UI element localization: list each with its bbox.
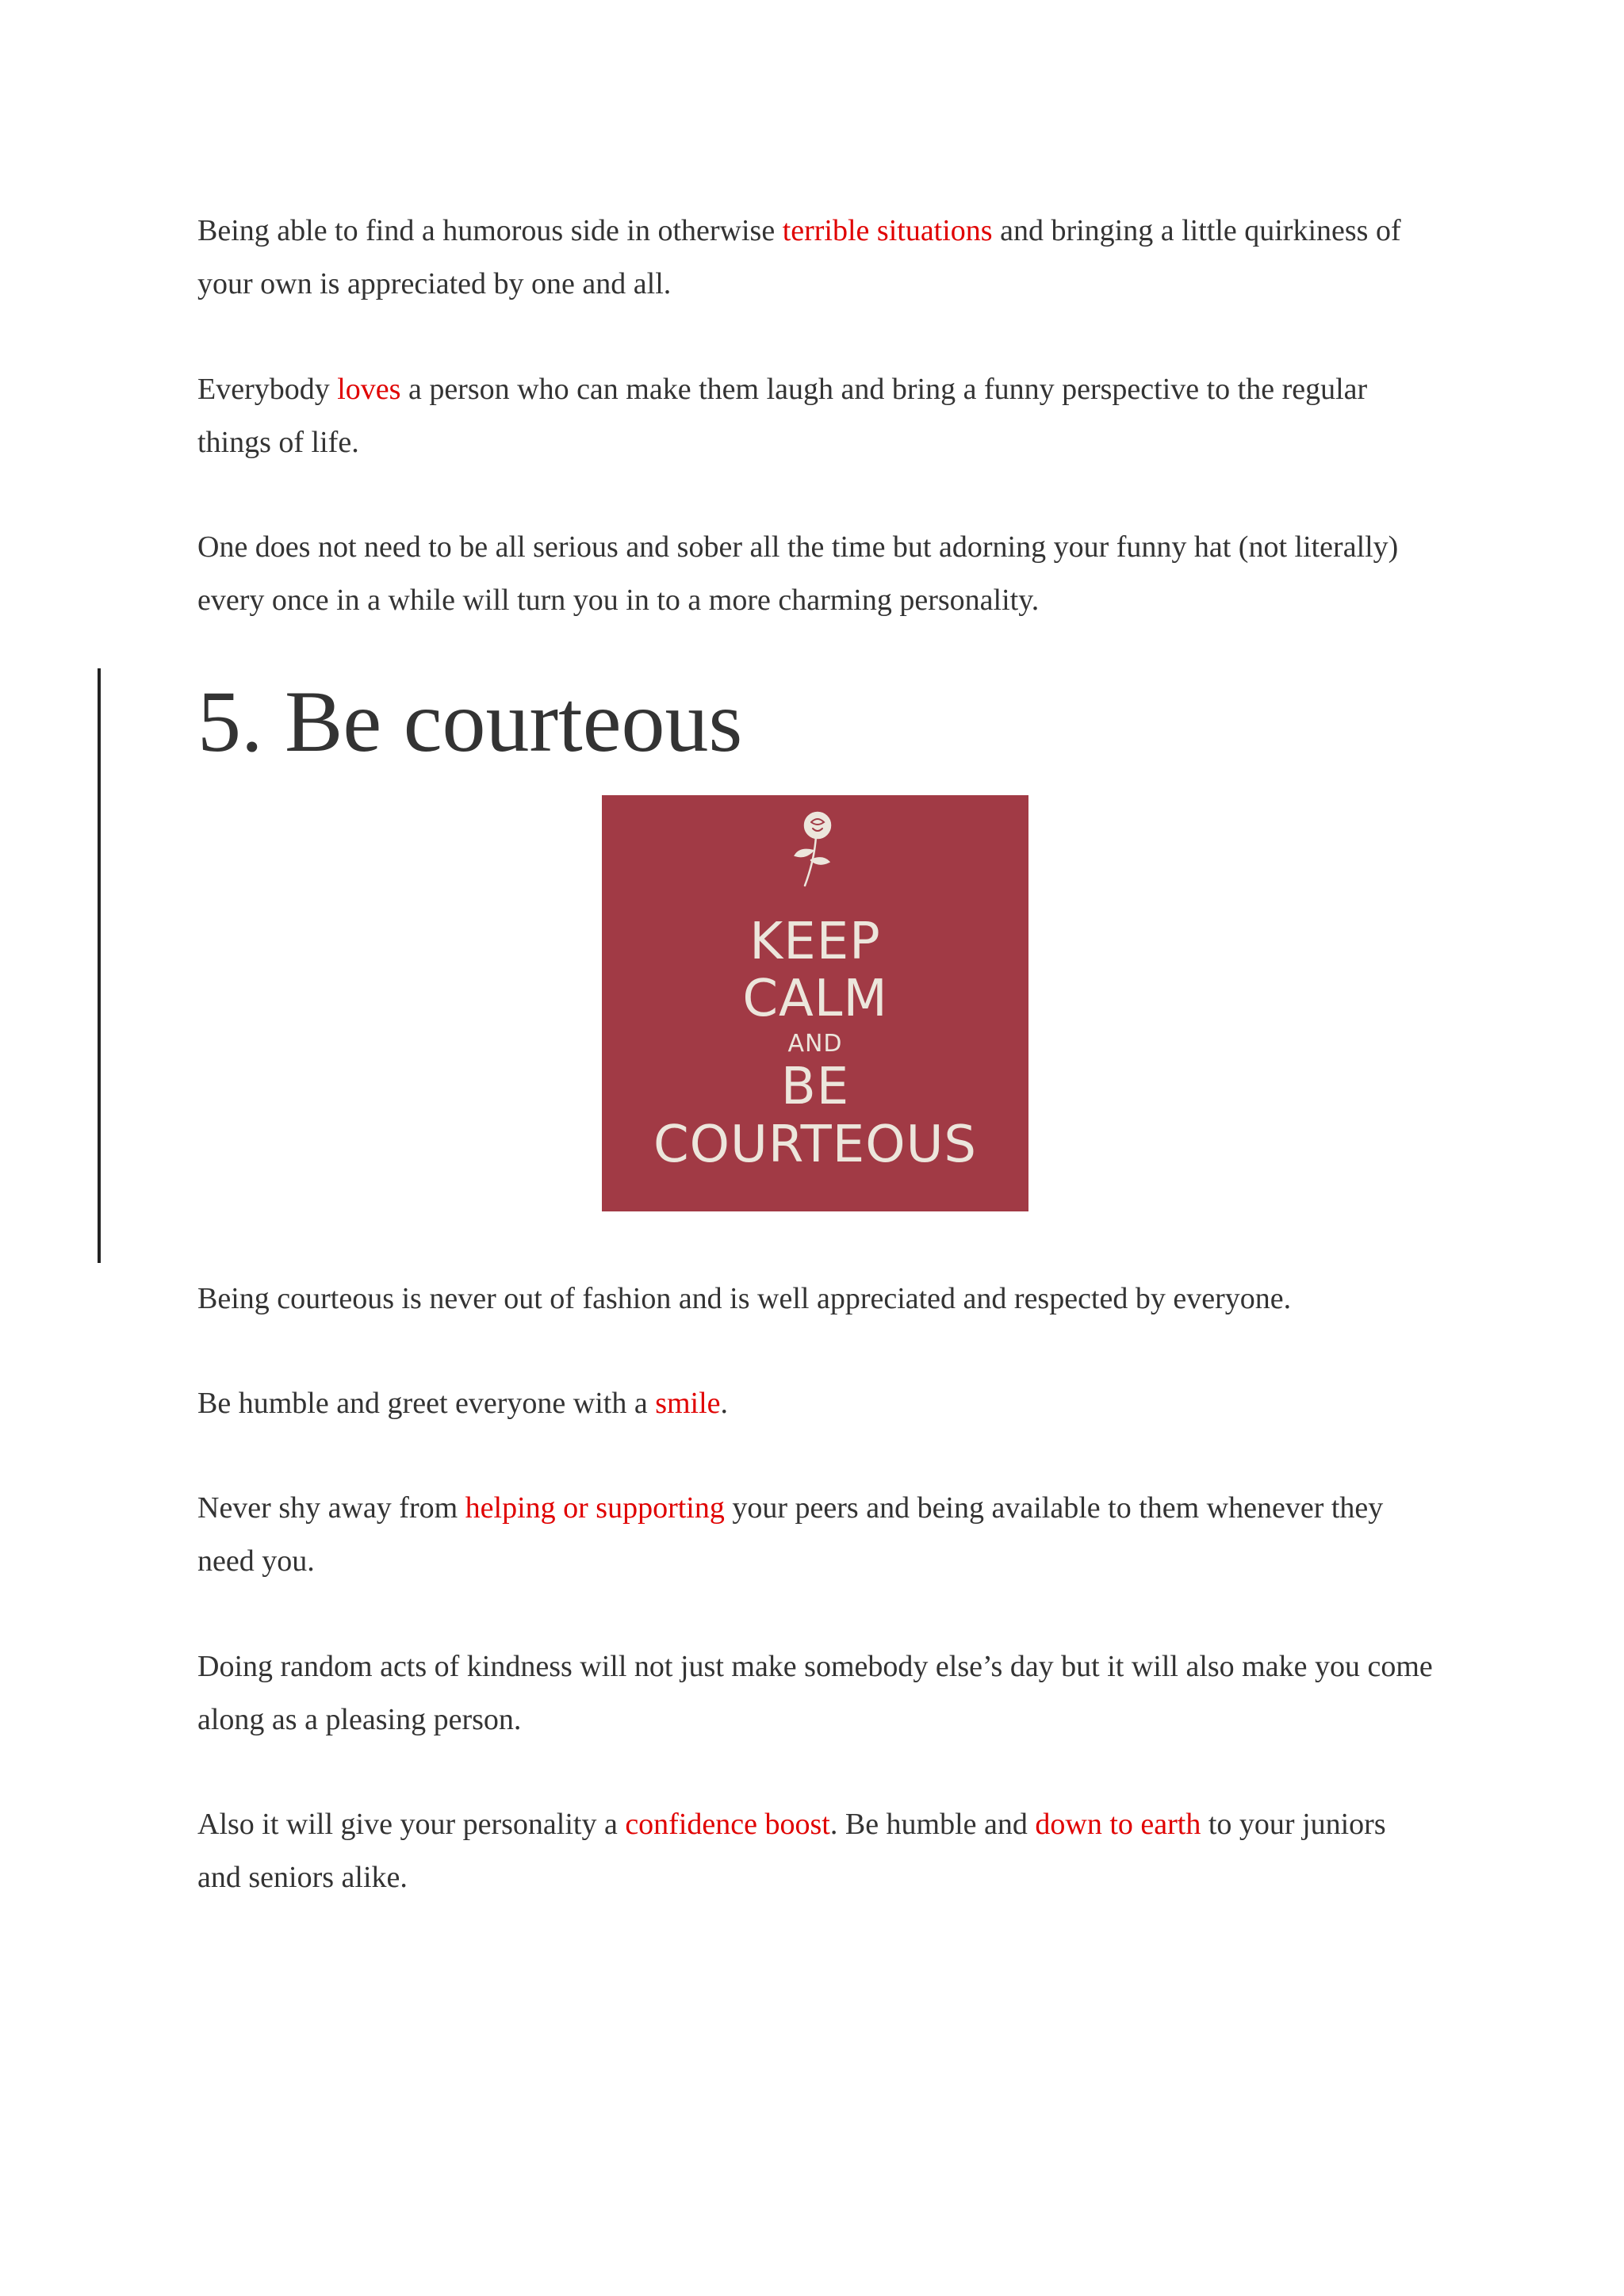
paragraph-text: your peers and being available to them whenever they need you. <box>197 1491 1384 1578</box>
paragraph-text: a person who can make them laugh and bring a funny perspective to the regular things of life. <box>197 373 1368 459</box>
paragraph-courteous <box>197 1272 1434 1326</box>
paragraph-helping <box>197 1482 1434 1588</box>
link-smile[interactable]: smile <box>655 1387 721 1420</box>
paragraph-text: . Be humble and <box>829 1808 1036 1841</box>
paragraph-text: Everybody <box>197 373 338 406</box>
link-down-to-earth[interactable]: down to earth <box>1035 1808 1201 1841</box>
paragraph-text: Being courteous is never out of fashion and is well appreciated and respected by everyone. <box>197 1282 1292 1315</box>
link-helping-or-supporting[interactable]: helping or supporting <box>465 1491 725 1525</box>
link-confidence-boost[interactable]: confidence boost <box>625 1808 830 1841</box>
poster-line-be: BE <box>780 1058 850 1116</box>
paragraph-confidence <box>197 1798 1434 1904</box>
paragraph-smile <box>197 1377 1434 1430</box>
paragraph-text: Also it will give your personality a <box>197 1808 626 1841</box>
poster-line-keep: KEEP <box>749 913 881 971</box>
paragraph-text: . <box>720 1387 729 1420</box>
paragraph-text: and bringing a little quirkiness of your own is appreciated by one and all. <box>197 214 1401 300</box>
poster-line-and: AND <box>787 1030 843 1058</box>
paragraph-kindness <box>197 1640 1434 1747</box>
poster-line-courteous: COURTEOUS <box>653 1115 978 1174</box>
paragraph-text: Being able to find a humorous side in otherwise <box>197 214 783 247</box>
keep-calm-poster <box>602 795 1028 1211</box>
rose-icon <box>784 805 848 892</box>
paragraph-humor <box>197 205 1434 311</box>
blockquote-bar <box>98 668 101 1263</box>
paragraph-text: One does not need to be all serious and sober all the time but adorning your funny hat (not literally) every once in a while will turn you in to a more charming personality. <box>197 530 1399 617</box>
link-terrible-situations[interactable]: terrible situations <box>782 214 993 247</box>
poster-line-calm: CALM <box>742 970 888 1028</box>
link-loves[interactable]: loves <box>337 373 401 406</box>
paragraph-funny-hat <box>197 521 1434 627</box>
paragraph-text: Be humble and greet everyone with a <box>197 1387 656 1420</box>
paragraph-laugh <box>197 363 1434 469</box>
paragraph-text: Never shy away from <box>197 1491 465 1525</box>
section-heading: 5. Be courteous <box>197 673 743 770</box>
paragraph-text: to your juniors and seniors alike. <box>197 1808 1386 1894</box>
paragraph-text: Doing random acts of kindness will not just make somebody else’s day but it will also make you come along as a pleasing person. <box>197 1650 1433 1736</box>
